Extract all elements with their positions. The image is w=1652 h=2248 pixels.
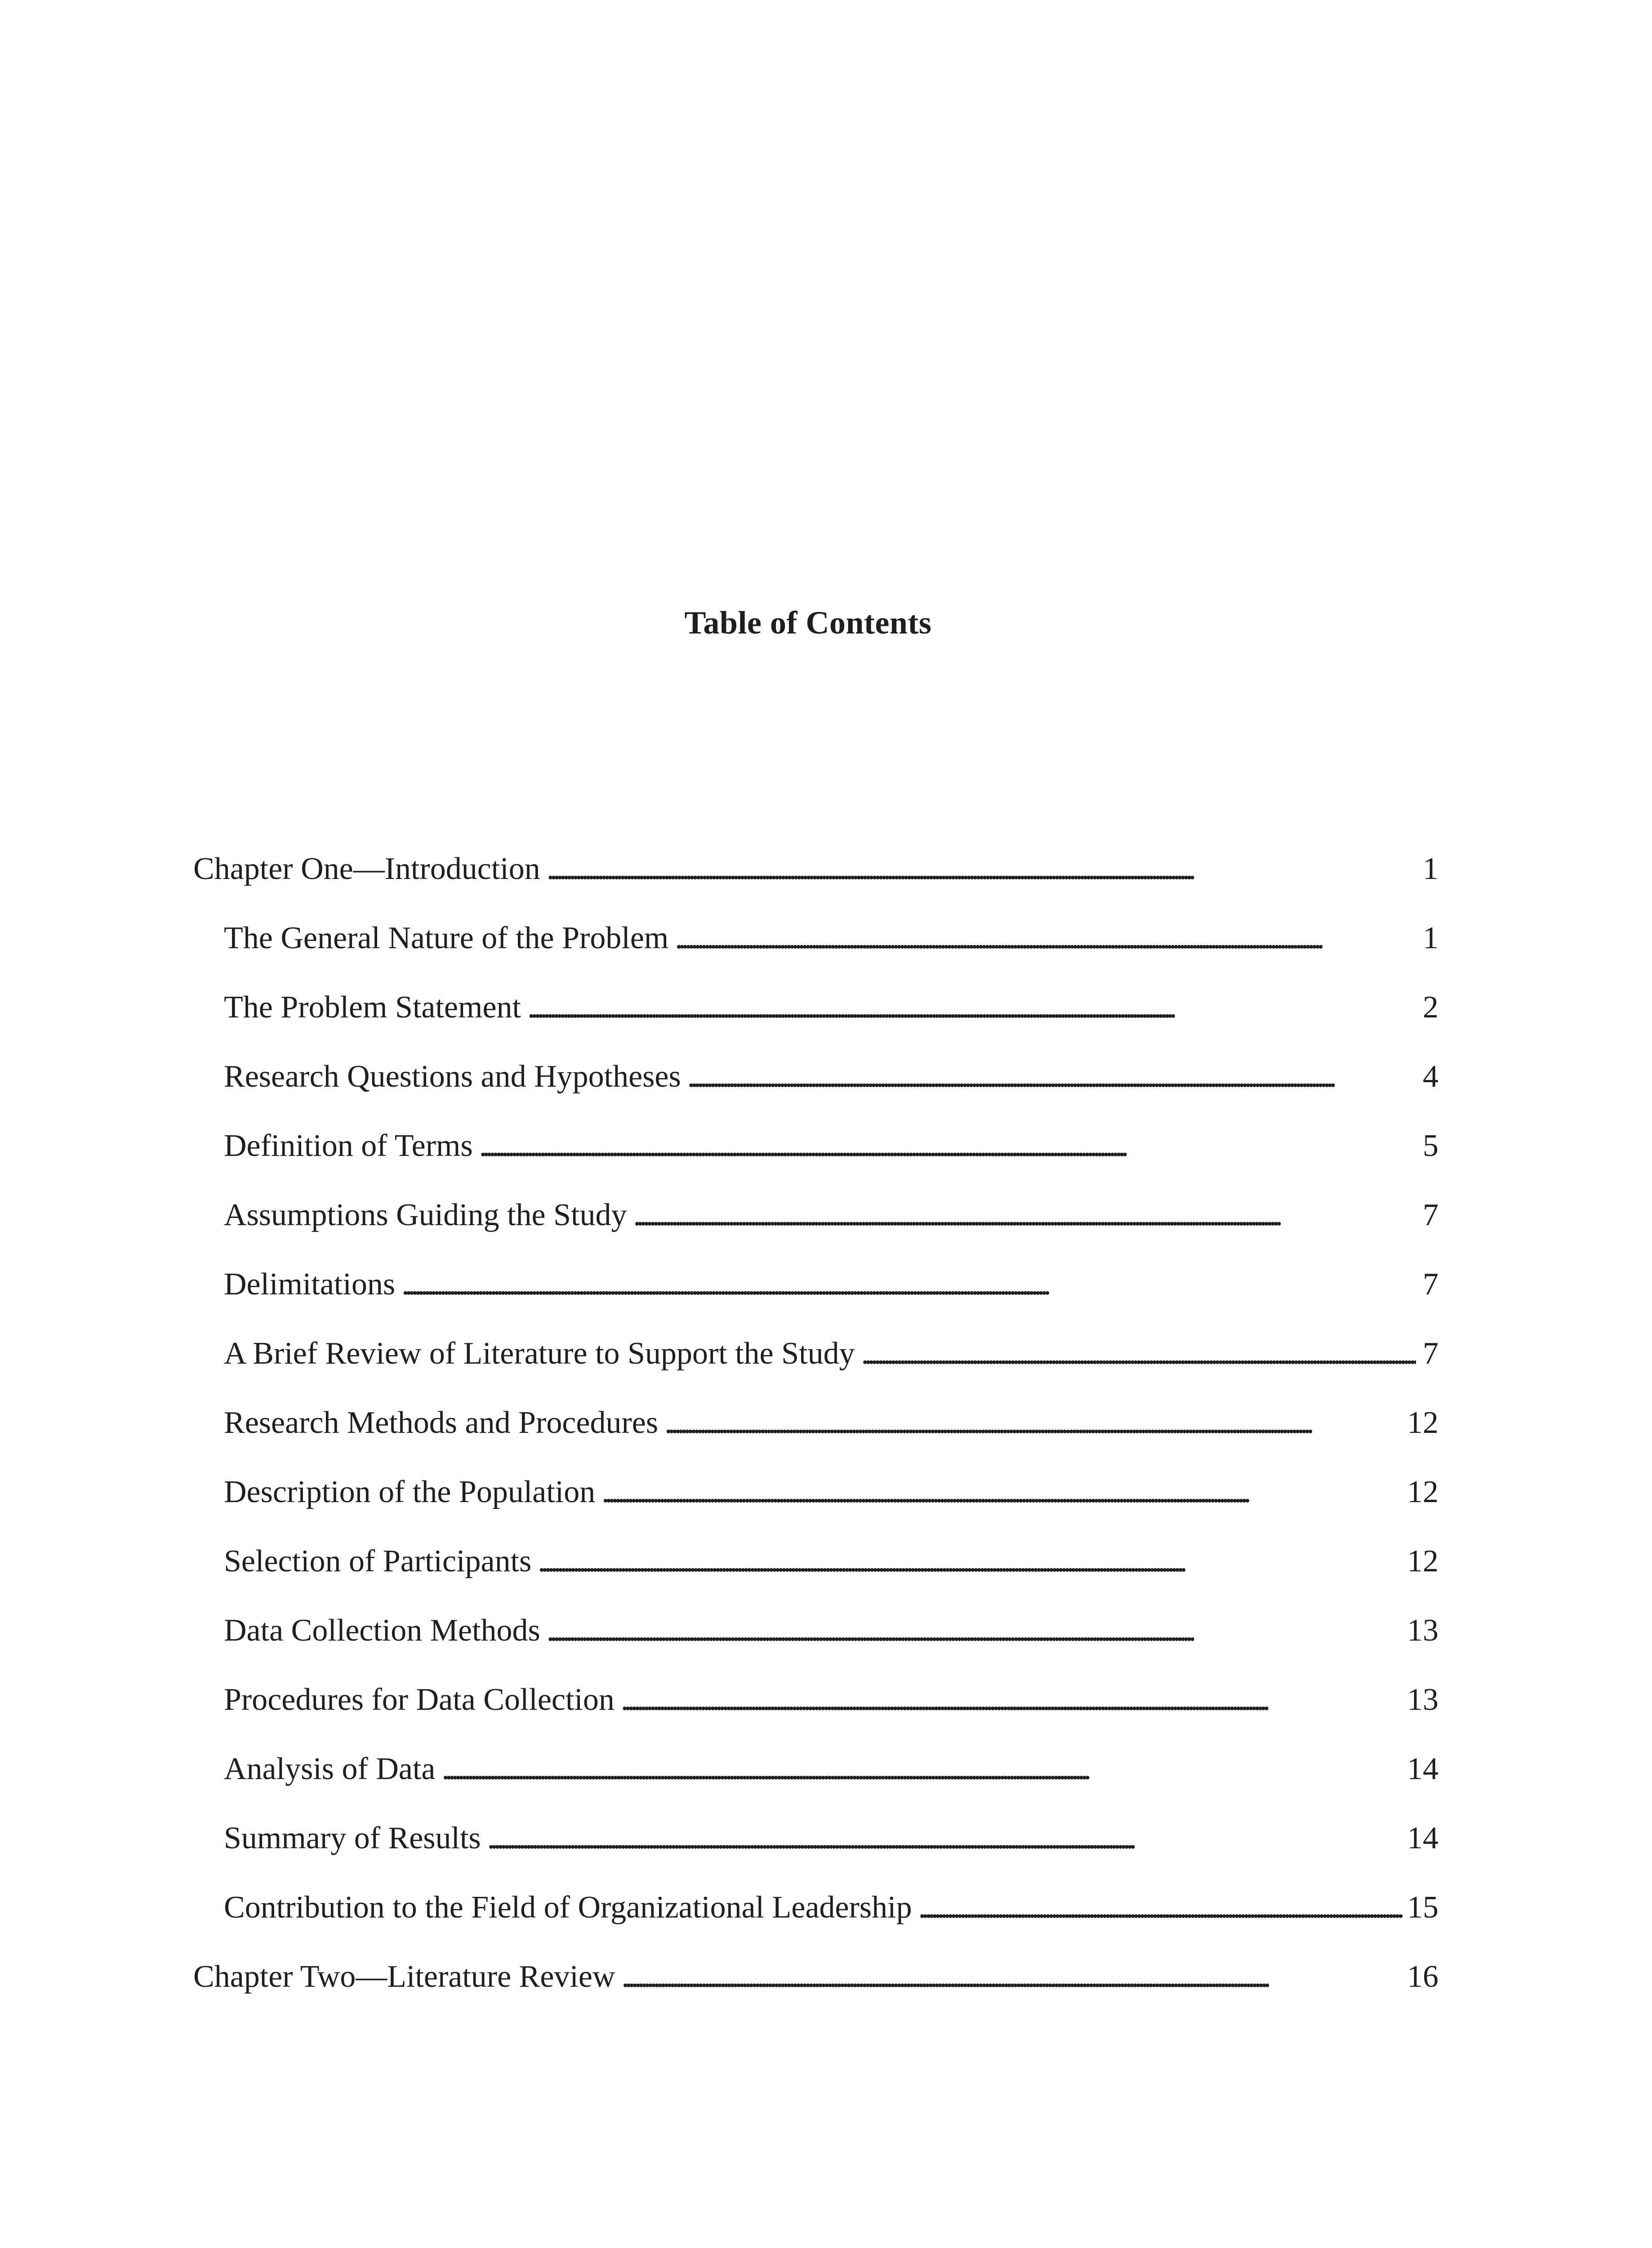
dot-leader: [675, 918, 1416, 959]
dot-leader: [547, 1610, 1403, 1651]
dot-leader: [861, 1334, 1416, 1374]
dot-leader: [441, 1749, 1403, 1789]
toc-entry-label: Chapter Two—Literature Review: [193, 1959, 615, 1994]
toc-entry-label: Analysis of Data: [224, 1752, 436, 1786]
toc-entry-label: Procedures for Data Collection: [224, 1682, 614, 1717]
toc-entry-label: Selection of Participants: [224, 1544, 532, 1579]
toc-entry-label: Delimitations: [224, 1267, 396, 1302]
toc-entry-label: Data Collection Methods: [224, 1613, 540, 1648]
toc-entry-page: 7: [1423, 1267, 1438, 1302]
toc-entry-label: Description of the Population: [224, 1475, 596, 1509]
dot-leader: [479, 1126, 1416, 1166]
toc-entry-label: The Problem Statement: [224, 990, 521, 1025]
dot-leader: [601, 1472, 1403, 1512]
toc-entry-label: Research Questions and Hypotheses: [224, 1059, 681, 1094]
toc-entry-page: 1: [1423, 921, 1438, 955]
page-title: [0, 602, 1652, 643]
toc-entry[interactable]: [193, 1195, 1438, 1264]
toc-entry-page: 1: [1423, 852, 1438, 886]
dot-leader: [527, 987, 1416, 1028]
toc-entry[interactable]: [193, 1818, 1438, 1887]
toc-entry-page: 14: [1407, 1752, 1438, 1786]
page-title-text: Table of Contents: [684, 605, 932, 641]
toc-entry-page: 7: [1423, 1336, 1438, 1371]
dot-leader: [687, 1057, 1416, 1097]
dot-leader: [621, 1680, 1403, 1720]
toc-entry[interactable]: [193, 1680, 1438, 1749]
toc-entry-label: Contribution to the Field of Organizational Leadership: [224, 1890, 912, 1925]
dot-leader: [538, 1541, 1403, 1582]
toc-entry-page: 14: [1407, 1821, 1438, 1855]
dot-leader: [664, 1403, 1403, 1443]
toc-entry-page: 12: [1407, 1544, 1438, 1579]
dot-leader: [487, 1818, 1403, 1859]
toc-entry-page: 5: [1423, 1128, 1438, 1163]
toc-entry[interactable]: [193, 918, 1438, 987]
toc-entry-label: Chapter One—Introduction: [193, 852, 540, 886]
toc-entry[interactable]: [193, 987, 1438, 1057]
toc-entry[interactable]: [193, 1749, 1438, 1818]
toc-entry-label: Assumptions Guiding the Study: [224, 1198, 627, 1232]
toc-list: [193, 849, 1438, 2026]
toc-entry[interactable]: [193, 1610, 1438, 1680]
toc-entry-page: 7: [1423, 1198, 1438, 1232]
toc-entry-label: Research Methods and Procedures: [224, 1405, 659, 1440]
dot-leader: [547, 849, 1416, 889]
dot-leader: [622, 1957, 1403, 1997]
toc-entry[interactable]: [193, 1403, 1438, 1472]
toc-entry-page: 15: [1407, 1890, 1438, 1925]
dot-leader: [918, 1887, 1403, 1928]
toc-entry-page: 13: [1407, 1613, 1438, 1648]
toc-entry[interactable]: [193, 1057, 1438, 1126]
toc-entry[interactable]: [193, 1264, 1438, 1334]
toc-entry-page: 4: [1423, 1059, 1438, 1094]
toc-entry[interactable]: [193, 1957, 1438, 2026]
toc-entry-label: A Brief Review of Literature to Support the Study: [224, 1336, 855, 1371]
toc-entry-label: The General Nature of the Problem: [224, 921, 669, 955]
dot-leader: [401, 1264, 1416, 1305]
toc-entry[interactable]: [193, 849, 1438, 918]
toc-entry-page: 16: [1407, 1959, 1438, 1994]
toc-entry-page: 2: [1423, 990, 1438, 1025]
toc-entry-page: 12: [1407, 1405, 1438, 1440]
toc-entry[interactable]: [193, 1472, 1438, 1541]
toc-entry-label: Summary of Results: [224, 1821, 481, 1855]
toc-entry[interactable]: [193, 1334, 1438, 1403]
toc-entry[interactable]: [193, 1541, 1438, 1610]
toc-entry[interactable]: [193, 1887, 1438, 1957]
toc-entry-page: 13: [1407, 1682, 1438, 1717]
dot-leader: [633, 1195, 1416, 1236]
toc-entry-label: Definition of Terms: [224, 1128, 473, 1163]
toc-entry[interactable]: [193, 1126, 1438, 1195]
toc-entry-page: 12: [1407, 1475, 1438, 1509]
